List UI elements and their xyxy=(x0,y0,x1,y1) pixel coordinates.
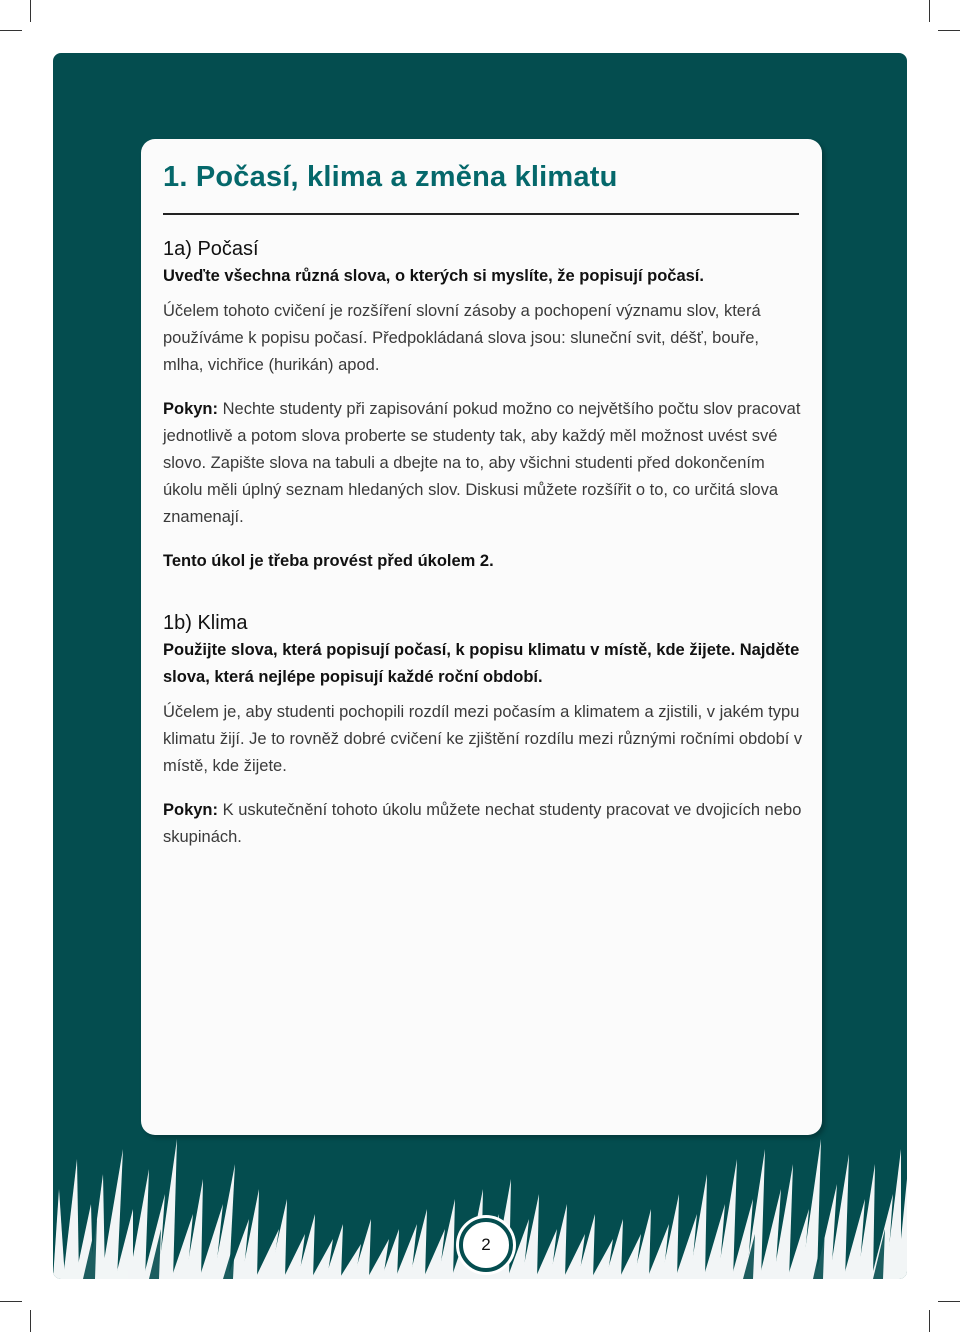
section-a-heading: 1a) Počasí xyxy=(163,238,259,260)
section-b-intro: Účelem je, aby studenti pochopili rozdíl mezi počasím a klimatem a zjistili, v jakém typu klimatu žijí. Je to rovněž dobré cvičení ke zjištění rozdílu mezi různými ročními období v místě, kde žijete. xyxy=(163,703,803,775)
section-a-instruction xyxy=(163,396,803,531)
section-b-heading: 1b) Klima xyxy=(163,612,248,634)
content-card xyxy=(141,139,822,1135)
section-a-instruction-text: Nechte studenty při zapisování pokud možno co největšího počtu slov pracovat jednotlivě a potom slova proberte se studenty tak, aby každý měl možnost uvést své slovo. Zapište slova na tabuli a dbejte na to, aby všichni studenti před dokončením úkolu měli úplný seznam hledaných slov. Diskusi můžete rozšířit o to, co určitá slova znamenají. xyxy=(163,400,801,526)
content-body xyxy=(163,235,803,851)
background-panel xyxy=(53,53,907,1279)
crop-mark xyxy=(929,1310,930,1332)
crop-mark xyxy=(0,1301,22,1302)
crop-mark xyxy=(938,30,960,31)
section-a-note: Tento úkol je třeba provést před úkolem 2. xyxy=(163,552,494,570)
section-a-intro: Účelem tohoto cvičení je rozšíření slovní zásoby a pochopení významu slov, která používáme k popisu počasí. Předpokládaná slova jsou: sluneční svit, déšť, bouře, mlha, vichřice (hurikán) apod. xyxy=(163,302,761,374)
crop-mark xyxy=(929,0,930,22)
crop-mark xyxy=(30,1310,31,1332)
crop-mark xyxy=(30,0,31,22)
section-a-instruction-label: Pokyn: xyxy=(163,400,219,418)
page-number: 2 xyxy=(459,1218,513,1272)
section-a-task: Uveďte všechna různá slova, o kterých si myslíte, že popisují počasí. xyxy=(163,267,704,285)
section-b-instruction xyxy=(163,797,803,851)
section-b-instruction-text: K uskutečnění tohoto úkolu můžete nechat studenty pracovat ve dvojicích nebo skupinách. xyxy=(163,801,802,846)
page-title: 1. Počasí, klima a změna klimatu xyxy=(163,161,618,193)
crop-mark xyxy=(938,1301,960,1302)
title-divider xyxy=(163,213,799,215)
section-b-instruction-label: Pokyn: xyxy=(163,801,219,819)
section-b-task: Použijte slova, která popisují počasí, k popisu klimatu v místě, kde žijete. Najděte slova, která nejlépe popisují každé roční období. xyxy=(163,641,800,686)
crop-mark xyxy=(0,30,22,31)
